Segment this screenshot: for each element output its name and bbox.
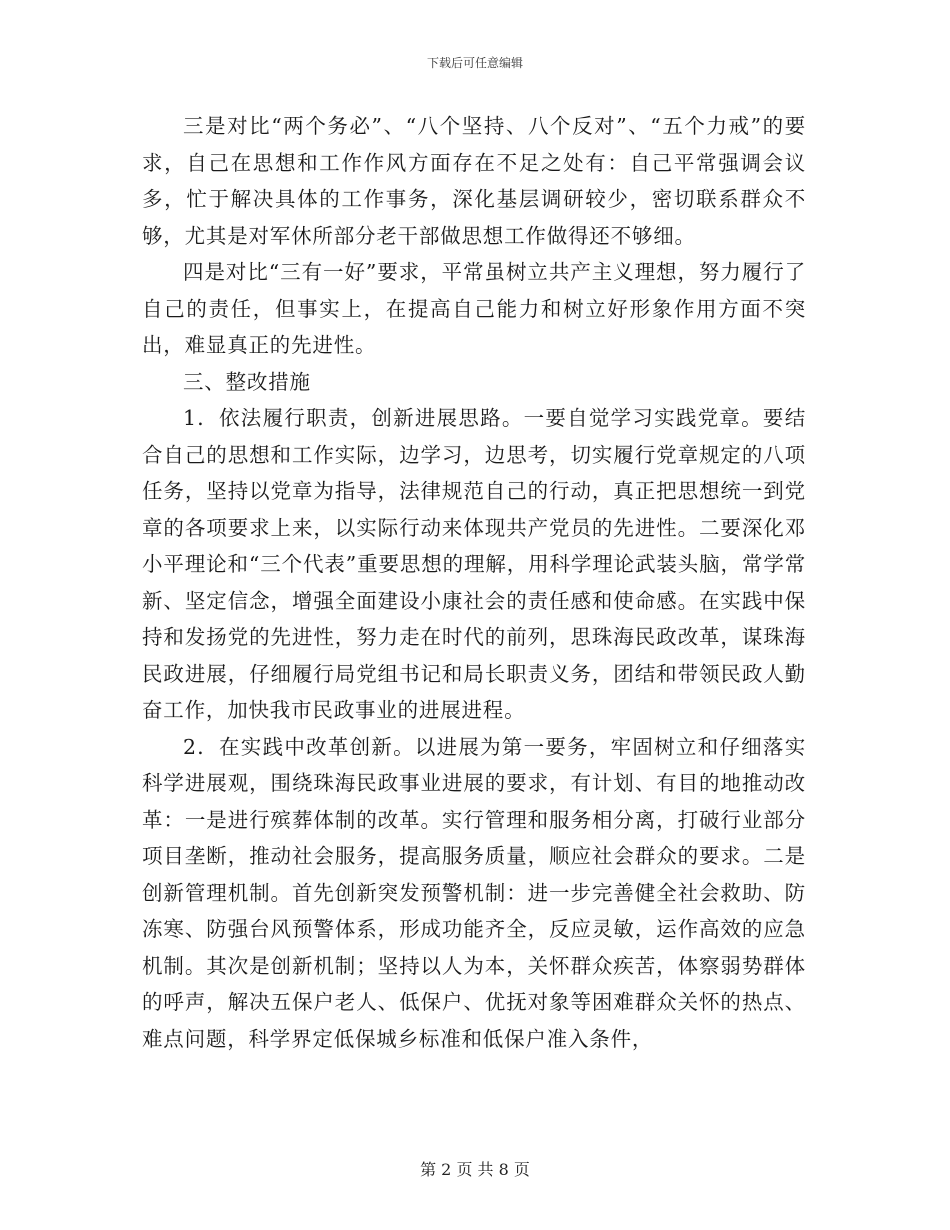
paragraph-three-contrast: 三是对比“两个务必”、“八个坚持、八个反对”、“五个力戒”的要求，自己在思想和工作作风方面存在不足之处有：自己平常强调会议多，忙于解决具体的工作事务，深化基层调研较少，密切联系群众不够，尤其是对军休所部分老干部做思想工作做得还不够细。: [142, 114, 806, 248]
paragraph-measure-2: 2．在实践中改革创新。以进展为第一要务，牢固树立和仔细落实科学进展观，围绕珠海民政事业进展的要求，有计划、有目的地推动改革：一是进行殡葬体制的改革。实行管理和服务相分离，打破行业部分项目垄断，推动社会服务，提高服务质量，顺应社会群众的要求。二是创新管理机制。首先创新突发预警机制：进一步完善健全社会救助、防冻寒、防强台风预警体系，形成功能齐全，反应灵敏，运作高效的应急机制。其次是创新机制；坚持以人为本，关怀群众疾苦，体察弱势群体的呼声，解决五保户老人、低保户、优抚对象等困难群众关怀的热点、难点问题，科学界定低保城乡标准和低保户准入条件，: [142, 734, 806, 1051]
page-header-note: 下载后可任意编辑: [426, 56, 523, 70]
paragraph-four-contrast: 四是对比“三有一好”要求，平常虽树立共产主义理想，努力履行了自己的责任，但事实上，在提高自己能力和树立好形象作用方面不突出，难显真正的先进性。: [142, 260, 806, 357]
paragraph-measure-1: 1．依法履行职责，创新进展思路。一要自觉学习实践党章。要结合自己的思想和工作实际，边学习，边思考，切实履行党章规定的八项任务，坚持以党章为指导，法律规范自己的行动，真正把思想统一到党章的各项要求上来，以实际行动来体现共产党员的先进性。二要深化邓小平理论和“三个代表”重要思想的理解，用科学理论武装头脑，常学常新、坚定信念，增强全面建设小康社会的责任感和使命感。在实践中保持和发扬党的先进性，努力走在时代的前列，思珠海民政改革，谋珠海民政进展，仔细履行局党组书记和局长职责义务，团结和带领民政人勤奋工作，加快我市民政事业的进展进程。: [142, 406, 806, 722]
page-number: 第 2 页 共 8 页: [420, 1160, 530, 1179]
document-body: [142, 108, 806, 1057]
section-heading-rectification: 三、整改措施: [183, 369, 311, 394]
